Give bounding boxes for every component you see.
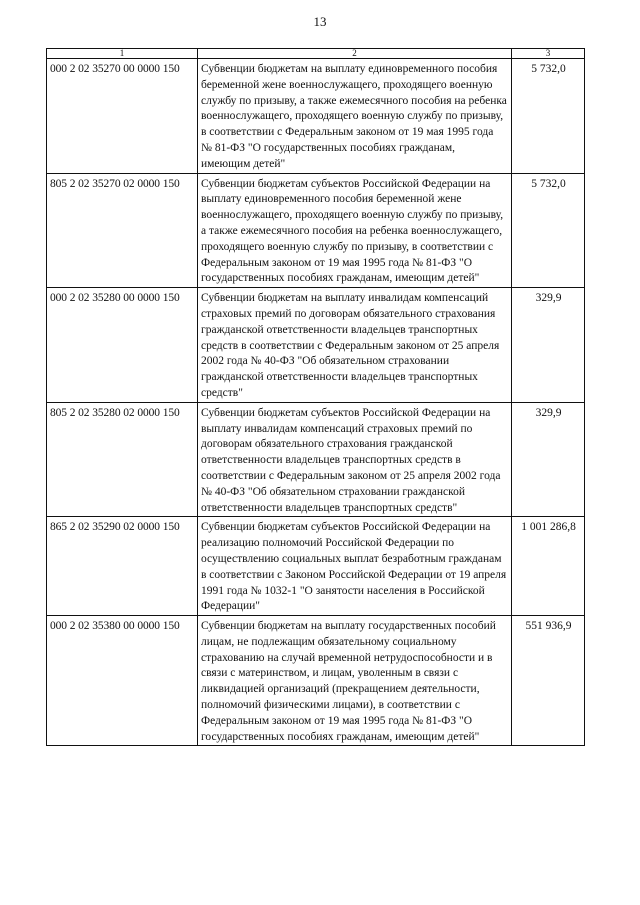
- amount-cell: 5 732,0: [512, 173, 585, 288]
- budget-code-cell: 000 2 02 35280 00 0000 150: [47, 288, 198, 403]
- table-row: [47, 173, 585, 288]
- amount-cell: 1 001 286,8: [512, 517, 585, 616]
- page-number: 13: [313, 14, 327, 29]
- budget-table: [46, 48, 585, 746]
- budget-code-cell: 805 2 02 35270 02 0000 150: [47, 173, 198, 288]
- description-cell: Субвенции бюджетам на выплату государственных пособий лицам, не подлежащим обязательному социальному страхованию на случай временной нетрудоспособности и в связи с материнством, и лицам, уволенным в связи с ликвидацией организаций (прекращением деятельности, полномочий физическими лицами), в соответствии с Федеральным законом от 19 мая 1995 года № 81-ФЗ "О государственных пособиях гражданам, имеющим детей": [198, 616, 512, 746]
- table-header-row: [47, 49, 585, 59]
- description-cell: Субвенции бюджетам субъектов Российской Федерации на реализацию полномочий Российской Федерации по осуществлению социальных выплат безработным гражданам в соответствии с Законом Российской Федерации от 19 апреля 1991 года № 1032-1 "О занятости населения в Российской Федерации": [198, 517, 512, 616]
- budget-code-cell: 805 2 02 35280 02 0000 150: [47, 402, 198, 517]
- budget-code-cell: 865 2 02 35290 02 0000 150: [47, 517, 198, 616]
- table-row: [47, 517, 585, 616]
- header-column-name: 2: [198, 49, 512, 59]
- table-row: [47, 288, 585, 403]
- description-cell: Субвенции бюджетам на выплату единовременного пособия беременной жене военнослужащего, проходящего военную службу по призыву, а также ежемесячного пособия на ребенка военнослужащего, проходящего военную службу по призыву, в соответствии с Федеральным законом от 19 мая 1995 года № 81-ФЗ "О государственных пособиях гражданам, имеющим детей": [198, 59, 512, 174]
- amount-cell: 551 936,9: [512, 616, 585, 746]
- description-cell: Субвенции бюджетам на выплату инвалидам компенсаций страховых премий по договорам обязательного страхования гражданской ответственности владельцев транспортных средств в соответствии с Федеральным законом от 25 апреля 2002 года № 40-ФЗ "Об обязательном страховании гражданской ответственности владельцев транспортных средств": [198, 288, 512, 403]
- description-cell: Субвенции бюджетам субъектов Российской Федерации на выплату инвалидам компенсаций страховых премий по договорам обязательного страхования гражданской ответственности владельцев транспортных средств в соответствии с Федеральным законом от 25 апреля 2002 года № 40-ФЗ "Об обязательном страховании гражданской ответственности владельцев транспортных средств": [198, 402, 512, 517]
- amount-cell: 329,9: [512, 288, 585, 403]
- amount-cell: 5 732,0: [512, 59, 585, 174]
- table-row: [47, 616, 585, 746]
- description-cell: Субвенции бюджетам субъектов Российской Федерации на выплату единовременного пособия беременной жене военнослужащего, проходящего военную службу по призыву, а также ежемесячного пособия на ребенка военнослужащего, проходящего военную службу по призыву, в соответствии с Федеральным законом от 19 мая 1995 года № 81-ФЗ "О государственных пособиях гражданам, имеющим детей": [198, 173, 512, 288]
- header-column-amount: 3: [512, 49, 585, 59]
- table-row: [47, 402, 585, 517]
- table-row: [47, 59, 585, 174]
- budget-code-cell: 000 2 02 35270 00 0000 150: [47, 59, 198, 174]
- header-column-code: 1: [47, 49, 198, 59]
- budget-code-cell: 000 2 02 35380 00 0000 150: [47, 616, 198, 746]
- amount-cell: 329,9: [512, 402, 585, 517]
